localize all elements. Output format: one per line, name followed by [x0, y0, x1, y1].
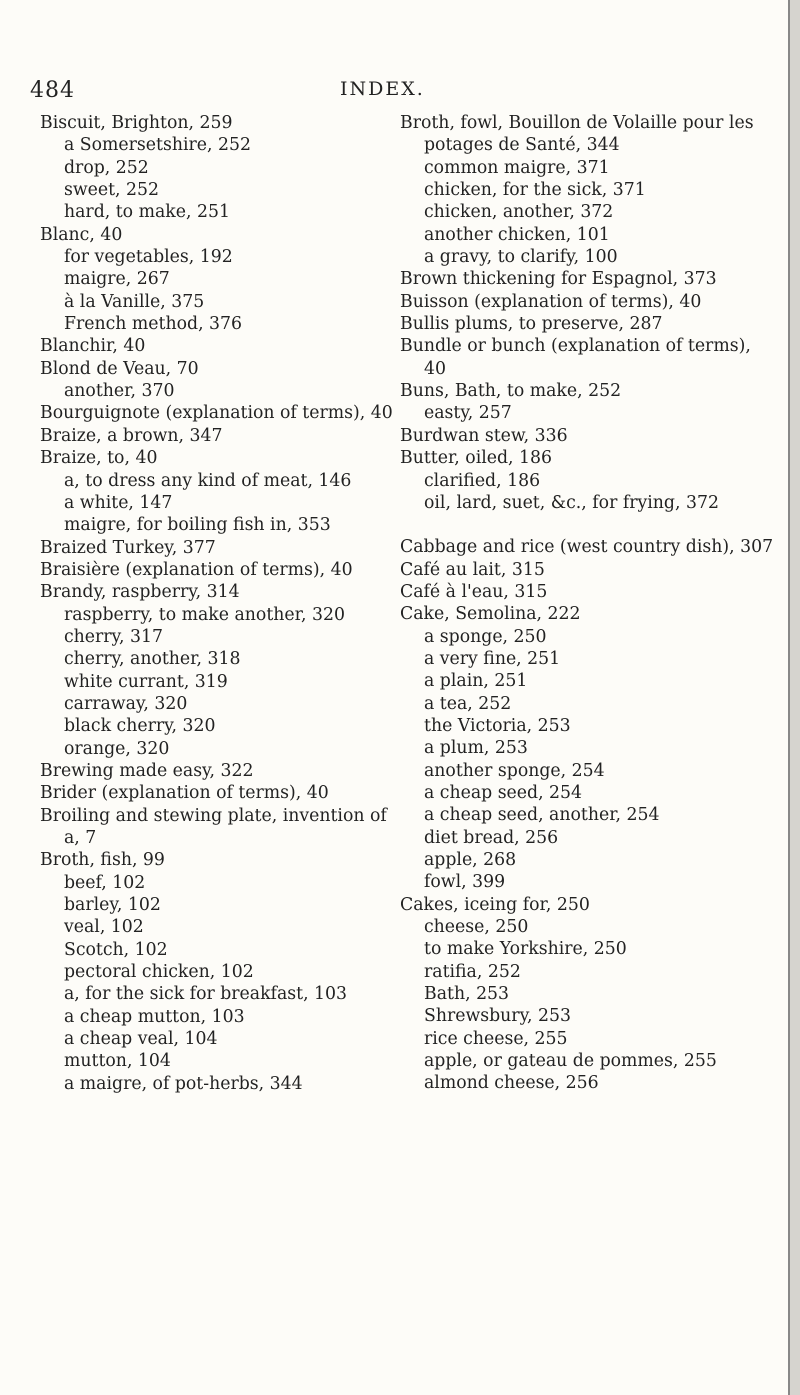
index-entry: Cake, Semolina, 222 — [400, 604, 581, 625]
index-subentry: to make Yorkshire, 250 — [424, 939, 627, 960]
index-subentry: a tea, 252 — [424, 693, 512, 714]
index-subentry: raspberry, to make another, 320 — [64, 604, 345, 625]
index-entry: Buisson (explanation of terms), 40 — [400, 291, 702, 312]
index-subentry: a Somersetshire, 252 — [64, 135, 251, 156]
index-subentry: apple, 268 — [424, 850, 517, 870]
index-subentry: a cheap seed, another, 254 — [424, 805, 660, 826]
running-head: INDEX. — [340, 78, 425, 100]
index-entry: Butter, oiled, 186 — [400, 448, 553, 469]
index-column-right — [400, 112, 776, 1095]
index-subentry: barley, 102 — [64, 895, 161, 916]
index-entry: Bullis plums, to preserve, 287 — [400, 314, 663, 335]
index-subentry: a cheap mutton, 103 — [64, 1006, 245, 1027]
index-subentry: a plain, 251 — [424, 671, 528, 692]
page-number: 484 — [30, 78, 75, 103]
index-subentry: oil, lard, suet, &c., for frying, 372 — [424, 492, 719, 513]
index-subentry: white currant, 319 — [64, 671, 228, 692]
index-entry: Cabbage and rice (west country dish), 307 — [400, 537, 774, 558]
index-entry: Braize, a brown, 347 — [40, 425, 223, 446]
index-subentry: maigre, 267 — [64, 269, 170, 290]
index-subentry: chicken, for the sick, 371 — [424, 180, 646, 201]
index-subentry: French method, 376 — [64, 314, 243, 335]
index-entry: Brider (explanation of terms), 40 — [40, 783, 329, 804]
index-subentry: diet bread, 256 — [424, 827, 559, 848]
index-subentry: a, for the sick for breakfast, 103 — [64, 984, 348, 1005]
index-subentry: black cherry, 320 — [64, 716, 216, 737]
page-edge — [788, 0, 800, 1395]
index-entry: Blanchir, 40 — [40, 336, 146, 357]
index-subentry: fowl, 399 — [424, 872, 506, 893]
index-entry: Buns, Bath, to make, 252 — [400, 381, 622, 402]
index-subentry: à la Vanille, 375 — [64, 291, 205, 312]
index-entry: Broiling and stewing plate, invention of a, 7 — [40, 805, 387, 848]
index-subentry: Scotch, 102 — [64, 939, 168, 960]
section-gap — [400, 514, 776, 536]
index-subentry: a, to dress any kind of meat, 146 — [64, 470, 352, 491]
index-subentry: mutton, 104 — [64, 1051, 171, 1072]
index-entry: Blanc, 40 — [40, 224, 123, 245]
index-subentry: Bath, 253 — [424, 984, 510, 1005]
index-entry: Brewing made easy, 322 — [40, 760, 254, 781]
index-subentry: for vegetables, 192 — [64, 247, 233, 268]
index-subentry: orange, 320 — [64, 738, 170, 759]
index-subentry: apple, or gateau de pommes, 255 — [424, 1051, 717, 1072]
index-entry: Broth, fish, 99 — [40, 850, 165, 871]
index-entry: Café à l'eau, 315 — [400, 581, 548, 602]
index-entry: Burdwan stew, 336 — [400, 425, 568, 446]
index-entry: Braized Turkey, 377 — [40, 537, 216, 558]
index-subentry: hard, to make, 251 — [64, 202, 230, 223]
index-entry: Broth, fowl, Bouillon de Volaille pour les potages de Santé, 344 — [400, 113, 754, 156]
index-subentry: a sponge, 250 — [424, 626, 547, 647]
index-subentry: veal, 102 — [64, 917, 144, 938]
index-subentry: a plum, 253 — [424, 738, 528, 759]
index-subentry: easty, 257 — [424, 403, 512, 424]
index-subentry: a gravy, to clarify, 100 — [424, 247, 618, 268]
index-subentry: Shrewsbury, 253 — [424, 1006, 572, 1027]
index-column-left — [40, 112, 396, 1095]
index-subentry: a cheap seed, 254 — [424, 782, 583, 803]
index-entry: Brandy, raspberry, 314 — [40, 582, 240, 603]
index-subentry: another, 370 — [64, 381, 175, 402]
index-subentry: common maigre, 371 — [424, 157, 610, 178]
index-subentry: pectoral chicken, 102 — [64, 962, 254, 983]
index-subentry: ratifia, 252 — [424, 961, 521, 982]
index-entry: Blond de Veau, 70 — [40, 358, 199, 379]
index-entry: Braize, to, 40 — [40, 448, 158, 469]
index-subentry: carraway, 320 — [64, 693, 188, 714]
index-subentry: another sponge, 254 — [424, 760, 605, 781]
index-entry: Café au lait, 315 — [400, 559, 545, 580]
index-subentry: cheese, 250 — [424, 917, 529, 938]
index-entry: Biscuit, Brighton, 259 — [40, 113, 233, 133]
index-subentry: cherry, 317 — [64, 626, 163, 647]
index-subentry: a cheap veal, 104 — [64, 1029, 218, 1050]
index-entry: Brown thickening for Espagnol, 373 — [400, 269, 717, 290]
index-subentry: a maigre, of pot-herbs, 344 — [64, 1073, 303, 1094]
index-subentry: maigre, for boiling fish in, 353 — [64, 515, 331, 536]
index-subentry: another chicken, 101 — [424, 224, 610, 245]
index-subentry: almond cheese, 256 — [424, 1073, 599, 1094]
index-subentry: clarified, 186 — [424, 470, 541, 491]
index-subentry: cherry, another, 318 — [64, 649, 241, 670]
index-entry: Bourguignote (explanation of terms), 40 — [40, 403, 393, 424]
index-entry: Braisière (explanation of terms), 40 — [40, 559, 353, 580]
index-subentry: a very fine, 251 — [424, 648, 561, 669]
index-entry: Bundle or bunch (explanation of terms), 40 — [400, 336, 751, 379]
index-subentry: a white, 147 — [64, 492, 173, 513]
index-subentry: beef, 102 — [64, 872, 146, 893]
index-entry: Cakes, iceing for, 250 — [400, 894, 590, 915]
index-subentry: the Victoria, 253 — [424, 715, 571, 736]
index-subentry: drop, 252 — [64, 157, 149, 178]
index-subentry: sweet, 252 — [64, 180, 160, 201]
index-subentry: rice cheese, 255 — [424, 1028, 568, 1049]
index-subentry: chicken, another, 372 — [424, 202, 614, 223]
